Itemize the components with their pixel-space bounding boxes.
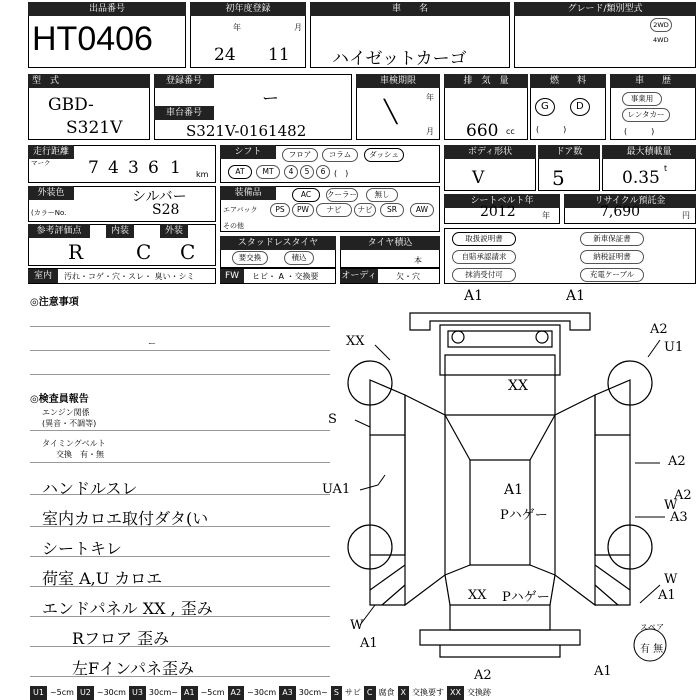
- inspection-mark: ╲: [384, 100, 398, 125]
- mark-xx-roof: XX: [508, 378, 528, 394]
- audio-items: 欠・穴: [396, 272, 420, 281]
- mark-w-br: W: [664, 572, 678, 587]
- legend-text-a2: ~30cm: [247, 688, 277, 697]
- legend-text-xx: 交換跡: [466, 688, 491, 697]
- mark-a1-bl: A1: [360, 636, 378, 651]
- equip-cooler: クーラー: [326, 188, 358, 202]
- type-header: 型 式: [28, 74, 150, 88]
- report-item-5: エンドパネル XX , 歪み: [42, 599, 213, 618]
- equip-aw: AW: [410, 203, 434, 217]
- rating-interior: C: [136, 240, 152, 264]
- fuel-d: D: [576, 101, 584, 112]
- legend-text-a3: 30cm~: [298, 688, 328, 697]
- report-item-6: Rフロア 歪み: [72, 629, 170, 648]
- legend-code-u1: U1: [30, 686, 47, 700]
- rating-ref: R: [68, 240, 84, 264]
- report-item-7: 左Fインパネ歪み: [72, 659, 194, 678]
- audio-label: オーディオ: [341, 271, 377, 295]
- engine-label: エンジン関係: [42, 408, 90, 417]
- mark-a1-br: A1: [658, 588, 676, 603]
- mileage-digit-1: 7: [88, 158, 99, 178]
- equip-other: その他: [223, 222, 244, 230]
- mark-puncture-cargo: Pハゲー: [500, 508, 548, 523]
- mileage-digit-5: 1: [170, 158, 181, 178]
- mark-a3-r: A3: [670, 510, 688, 525]
- history-rental: レンタカー: [622, 108, 670, 122]
- type-line1: GBD-: [48, 95, 94, 115]
- frame-header: 車台番号: [154, 106, 214, 120]
- shift-dash: ダッシュ: [364, 148, 404, 162]
- fuel-g: G: [541, 101, 549, 112]
- type-line2: S321V: [66, 118, 123, 138]
- history-business: 事業用: [622, 92, 662, 106]
- equip-pw: PW: [292, 203, 314, 217]
- legend-code-u2: U2: [77, 686, 94, 700]
- frame-number: S321V-0161482: [186, 122, 307, 140]
- shift-gear-5: 5: [300, 165, 314, 179]
- inspection-header: 車検期限: [356, 74, 440, 88]
- recycle-unit: 円: [682, 211, 690, 220]
- spare-label: スペア: [640, 623, 664, 632]
- seatbelt-unit: 年: [542, 211, 550, 220]
- first-reg-header: 初年度登録: [190, 2, 306, 16]
- shift-floor: フロア: [282, 148, 318, 162]
- mileage-digit-2: 4: [108, 158, 119, 178]
- interior-row-label: 室内: [28, 269, 58, 283]
- studless-load: 積込: [284, 251, 314, 265]
- displacement-unit: cc: [506, 127, 515, 136]
- body-shape-header: ボディ形状: [444, 145, 536, 159]
- equip-nav1: ナビ: [316, 203, 352, 217]
- first-reg-month: 11: [268, 45, 290, 65]
- model-name: ハイゼットカーゴ: [332, 49, 467, 69]
- mileage-header: 走行距離: [28, 145, 74, 159]
- mark-ua1: UA1: [322, 482, 351, 497]
- shift-at: AT: [228, 165, 252, 179]
- equip-airbag: エアバック: [223, 206, 258, 214]
- timing-label: タイミングベルト: [42, 439, 106, 448]
- tire-load-header: タイヤ積込: [340, 236, 440, 250]
- grade-2wd: 2WD: [650, 18, 672, 32]
- doc-charge-cable: 充電ケーブル: [580, 268, 644, 282]
- capacity-value: 0.35: [622, 168, 660, 188]
- shift-parens: ( ): [334, 169, 349, 178]
- color-value: シルバー: [132, 189, 187, 205]
- studless-header: スタッドレスタイヤ: [220, 236, 336, 250]
- shift-mt: MT: [256, 165, 280, 179]
- shift-header: シフト: [220, 145, 276, 159]
- studless-replace: 要交換: [232, 251, 268, 265]
- body-shape-value: V: [472, 168, 485, 188]
- first-reg-year-label: 年: [233, 23, 241, 32]
- legend-code-x: X: [398, 686, 409, 700]
- legend-text-c: 腐食: [378, 688, 395, 697]
- lot-number: HT0406: [32, 20, 153, 58]
- mark-puncture-rear: Pハゲー: [502, 590, 550, 605]
- mark-u1-top: U1: [664, 340, 684, 355]
- doors-header: ドア数: [538, 145, 600, 159]
- legend-text-s: サビ: [344, 688, 361, 697]
- mark-top-a1-left: A1: [464, 288, 484, 304]
- displacement-header: 排 気 量: [444, 74, 528, 88]
- legend-code-a3: A3: [279, 686, 296, 700]
- ratings-interior-header: 内装: [106, 224, 134, 238]
- inspection-year-label: 年: [426, 93, 434, 102]
- mark-w-r: W: [664, 498, 678, 513]
- mark-a2-top: A2: [650, 322, 668, 337]
- model-name-header: 車 名: [310, 2, 510, 16]
- color-code-label: (カラーNo.: [31, 209, 67, 217]
- inspection-month-label: 月: [426, 127, 434, 136]
- notes-title: ◎注意事項: [30, 297, 79, 308]
- shift-gear-6: 6: [316, 165, 330, 179]
- report-item-4: 荷室 A,U カロエ: [42, 569, 163, 588]
- color-header: 外装色: [28, 186, 74, 200]
- ratings-ref-header: 参考評価点: [28, 224, 90, 238]
- legend-code-a2: A2: [228, 686, 245, 700]
- recycle-header: リサイクル預託金: [564, 194, 696, 208]
- shift-gear-4: 4: [284, 165, 298, 179]
- equip-sr: SR: [380, 203, 404, 217]
- legend-code-s: S: [331, 686, 342, 700]
- mileage-mark: マーク: [31, 159, 51, 167]
- mark-s: S: [328, 412, 337, 427]
- legend-text-a1: ~5cm: [200, 688, 225, 697]
- report-item-2: 室内カロエ取付ダタ(い: [42, 509, 209, 528]
- report-item-1: ハンドルスレ: [42, 479, 138, 498]
- engine-sub: (異音・不調等): [42, 419, 97, 428]
- lot-header: 出品番号: [28, 2, 186, 16]
- equipment-header: 装備品: [220, 186, 276, 200]
- doc-warranty: 新車保証書: [580, 232, 644, 246]
- legend-text-x: 交換要す: [411, 688, 444, 697]
- tire-load-unit: 本: [414, 256, 422, 265]
- legend-text-u3: 30cm~: [148, 688, 178, 697]
- color-code: S28: [152, 202, 180, 218]
- first-reg-year: 24: [214, 45, 236, 65]
- doors-value: 5: [552, 166, 565, 190]
- fuel-paren: ( ): [536, 125, 567, 134]
- mark-w-l: W: [350, 618, 364, 633]
- legend-code-xx: XX: [447, 686, 464, 700]
- equip-none: 無し: [366, 188, 398, 202]
- mileage-unit: km: [196, 170, 209, 179]
- doc-tax: 納税証明書: [580, 250, 644, 264]
- mark-xx-tl: XX: [346, 334, 365, 349]
- equip-ac: AC: [292, 188, 320, 202]
- inspector-title: ◎検査員報告: [30, 394, 89, 405]
- legend-text-u2: ~30cm: [96, 688, 126, 697]
- reg-value: ー: [262, 89, 279, 109]
- doc-manual: 取扱説明書: [452, 232, 516, 246]
- mark-a1-cargo: A1: [504, 482, 524, 498]
- doc-deregister: 抹消受付可: [452, 268, 516, 282]
- mileage-digit-4: 6: [148, 158, 159, 178]
- report-item-3: シートキレ: [42, 539, 122, 558]
- rating-exterior: C: [180, 240, 196, 264]
- fw-label: FW: [220, 269, 244, 283]
- equip-nav2: ナビ: [354, 203, 376, 217]
- mark-xx-rear: XX: [468, 588, 487, 603]
- grade-4wd: 4WD: [653, 36, 669, 44]
- legend-bar: [30, 686, 494, 700]
- mark-a2-right-mid: A2: [668, 454, 686, 469]
- mark-a2-bottom: A2: [474, 668, 492, 683]
- grade-header: グレード/類別型式: [514, 2, 696, 16]
- seatbelt-header: シートベルト年: [444, 194, 560, 208]
- fw-items: ヒビ・ A ・交換要: [252, 272, 319, 281]
- mark-a1-bottom: A1: [594, 664, 612, 679]
- capacity-unit: t: [664, 164, 668, 173]
- interior-row-items: 汚れ・コゲ・穴・スレ・ 臭い・シミ: [64, 272, 195, 281]
- recycle-value: 7,690: [600, 204, 641, 220]
- mark-top-a1-right: A1: [566, 288, 586, 304]
- reg-header: 登録番号: [154, 74, 214, 88]
- fuel-header: 燃 料: [530, 74, 606, 88]
- mileage-digit-3: 3: [128, 158, 139, 178]
- ratings-exterior-header: 外装: [160, 224, 188, 238]
- notes-mark: ー: [148, 339, 156, 348]
- doc-liability: 自賠承認請求: [452, 250, 516, 264]
- legend-code-u3: U3: [129, 686, 146, 700]
- history-header: 車 歴: [610, 74, 696, 88]
- legend-code-a1: A1: [181, 686, 198, 700]
- timing-sub: 交換 有・無: [56, 450, 104, 459]
- equip-ps: PS: [270, 203, 290, 217]
- history-paren: ( ): [624, 127, 655, 136]
- mark-a2-r: A2: [674, 488, 692, 503]
- displacement-value: 660: [466, 121, 499, 141]
- seatbelt-value: 2012: [480, 204, 516, 220]
- capacity-header: 最大積載量: [602, 145, 696, 159]
- shift-column: コラム: [322, 148, 358, 162]
- first-reg-month-label: 月: [294, 23, 302, 32]
- legend-code-c: C: [364, 686, 376, 700]
- legend-text-u1: ~5cm: [49, 688, 74, 697]
- spare-opts: 有 無: [640, 644, 664, 655]
